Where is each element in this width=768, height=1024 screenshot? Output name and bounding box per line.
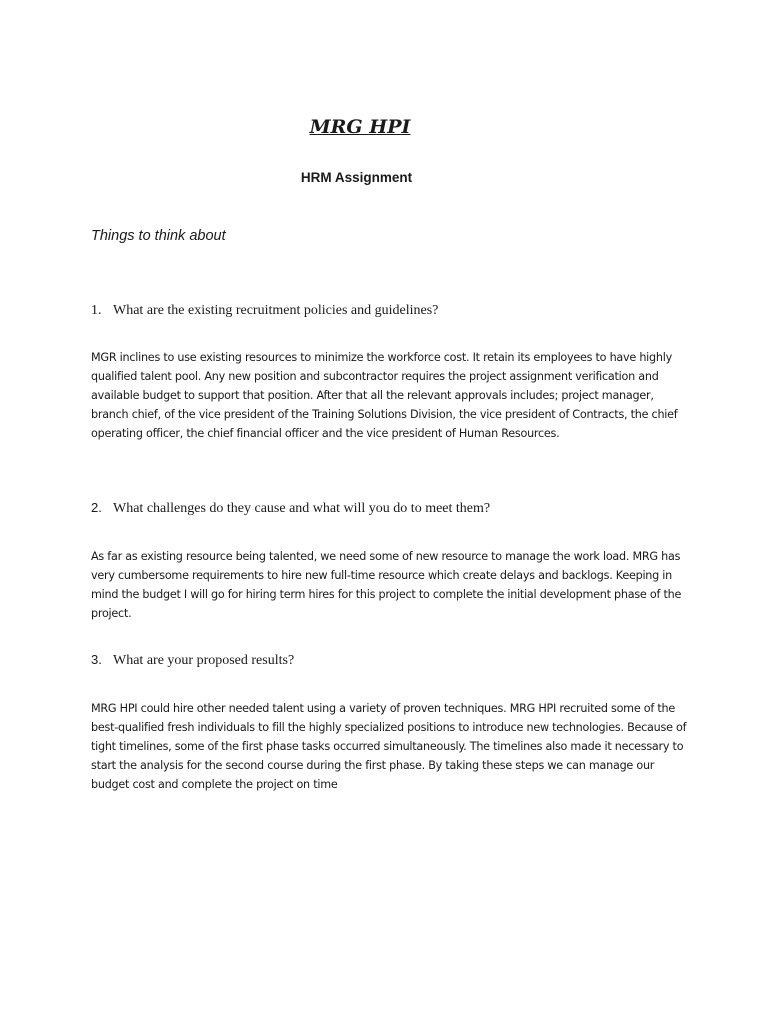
question-number: 2. [91,500,102,515]
question-text: What are your proposed results? [113,653,295,668]
question-number: 1. [91,303,102,318]
document-title: MRG HPI [309,116,411,138]
answer-1: MGR inclines to use existing resources to minimize the workforce cost. It retain its employees to have highly qualified talent pool. Any new position and subcontractor requires the project assignment verification and available budget to support that position. After that all the relevant approvals includes; project manager, branch chief, of the vice president of the Training Solutions Division, the vice president of Contracts, the chief operating officer, the chief financial officer and the vice president of Human Resources. [91,351,678,440]
question-number: 3. [91,652,102,667]
question-2 [91,500,490,517]
question-text: What are the existing recruitment policies and guidelines? [113,303,439,318]
question-text: What challenges do they cause and what will you do to meet them? [113,501,491,516]
answer-2: As far as existing resource being talented, we need some of new resource to manage the work load. MRG has very cumbersome requirements to hire new full-time resource which create delays and backlogs. Keeping in mind the budget I will go for hiring term hires for this project to complete the initial development phase of the project. [91,550,682,620]
question-1 [91,303,438,319]
document-subtitle: HRM Assignment [300,170,413,185]
question-3 [91,652,294,669]
intro-text: Things to think about [91,228,226,244]
answer-3: MRG HPI could hire other needed talent using a variety of proven techniques. MRG HPI recruited some of the best-qualified fresh individuals to fill the highly specialized positions to introduce new technologies. Because of tight timelines, some of the first phase tasks occurred simultaneously. The timelines also made it necessary to start the analysis for the second course during the first phase. By taking these steps we can manage our budget cost and complete the project on time [91,702,687,791]
